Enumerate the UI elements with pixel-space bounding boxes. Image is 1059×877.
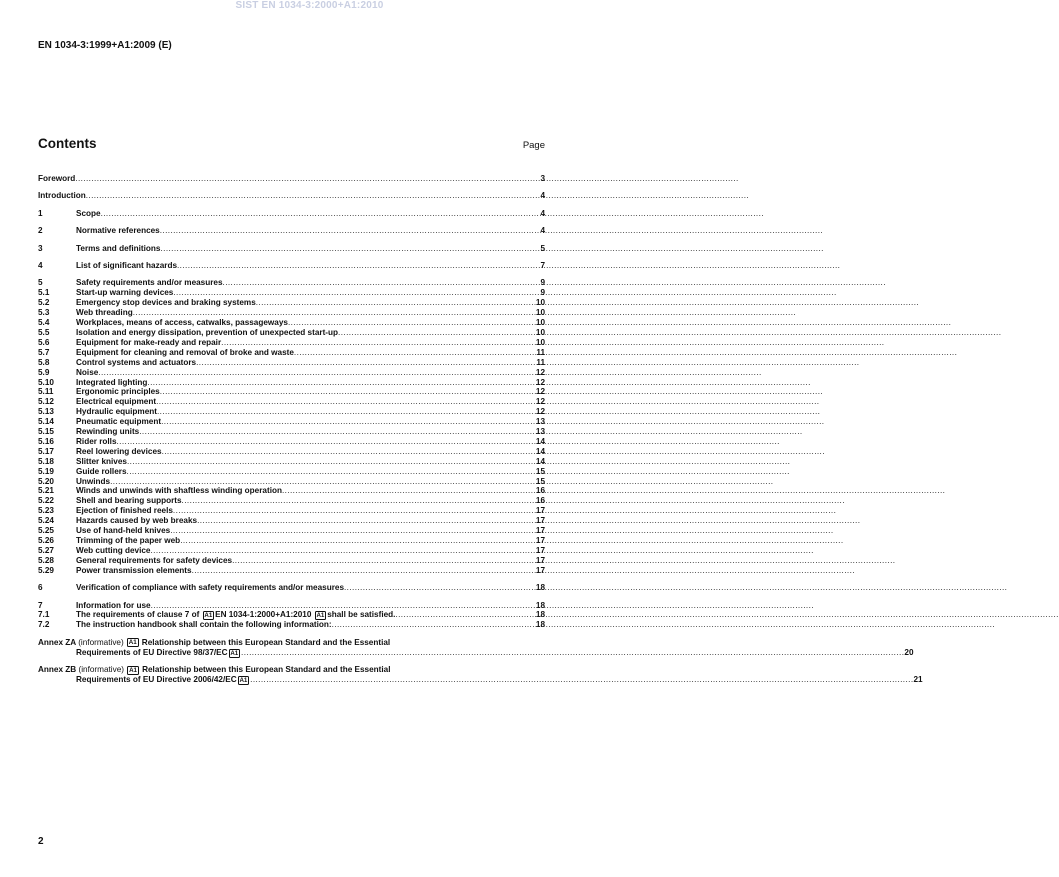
toc-entry-page: 14 [535,446,545,456]
toc-entry-number: 1 [38,208,43,218]
toc-entry-title: Pneumatic equipment [76,417,162,427]
contents-heading: Contents [38,136,97,151]
toc-entry-page: 12 [535,397,545,407]
toc-entry-page: 11 [536,347,545,357]
toc-entry-number: 5.23 [38,506,54,516]
toc-entry-number: 5.1 [38,288,50,298]
annex-type: (informative) [78,637,124,647]
toc-entry-page: 18 [535,600,545,610]
amendment-start-marker-icon: A1 [129,666,137,674]
leader-dots [182,496,535,506]
toc-entry-number: 5.5 [38,327,50,337]
leader-dots [173,506,535,516]
toc-entry-number: 6 [38,583,43,593]
leader-dots [162,447,535,457]
leader-dots [294,348,535,358]
leader-dots [86,191,540,201]
toc-entry-page: 12 [535,377,545,387]
toc-entry-title: General requirements for safety devices [76,555,233,565]
annex-title-continuation [38,647,914,658]
leader-dots [173,288,539,298]
toc-entry-number: 5.12 [38,397,54,407]
toc-entry-title: Rewinding units [76,427,140,437]
toc-entry-title: Introduction [38,191,86,201]
toc-entry-title: Use of hand-held knives [76,526,171,536]
toc-entry-5-3[interactable] [38,308,545,318]
toc-entry-title-part: The requirements of clause 7 of [76,610,200,620]
leader-dots [101,209,540,219]
toc-entry-title: Terms and definitions [76,243,161,253]
amendment-end-marker-icon: A1 [316,611,325,619]
toc-entry-title: Winds and unwinds with shaftless winding operation [76,486,282,496]
toc-entry-title: Electrical equipment [76,397,157,407]
toc-entry-number: 5.20 [38,476,54,486]
toc-entry-page: 10 [535,298,545,308]
toc-entry-page: 10 [535,308,545,318]
toc-entry-5-24[interactable] [38,516,545,526]
toc-entry-title: Hazards caused by web breaks [76,516,198,526]
toc-entry-title-part: EN 1034-1:2000+A1:2010 [215,610,312,620]
toc-entry-title: Normative references [76,226,160,236]
leader-dots [332,620,535,630]
toc-entry-5-13[interactable] [38,407,545,417]
toc-entry-page: 4 [540,191,545,201]
toc-entry-title: Web threading [76,308,133,318]
toc-entry-7-2[interactable] [38,620,545,630]
toc-entry-page: 17 [535,545,545,555]
leader-dots [156,397,535,407]
toc-entry-page: 14 [535,436,545,446]
toc-entry-page: 9 [540,288,545,298]
toc-entry-5[interactable] [38,278,545,288]
toc-entry-5-11[interactable] [38,387,545,397]
toc-entry-page: 5 [540,243,545,253]
leader-dots [288,318,535,328]
toc-entry-number: 5.11 [38,387,54,397]
toc-entry-number: 7.2 [38,620,50,630]
toc-entry-3[interactable] [38,244,545,254]
toc-entry-title: Equipment for cleaning and removal of broke and waste [76,347,294,357]
toc-entry-title: The instruction handbook shall contain the following information: [76,620,332,630]
toc-entry-page: 16 [535,496,545,506]
toc-entry-number: 5.2 [38,298,50,308]
leader-dots [160,226,540,236]
annex-label: Annex ZB [38,665,77,675]
page-number: 2 [38,836,44,847]
toc-entry-page: 17 [535,536,545,545]
toc-entry-number: 5 [38,278,43,288]
toc-entry-page: 12 [535,407,545,417]
toc-entry-5-14[interactable] [38,417,545,427]
toc-entry-5-25[interactable] [38,526,545,536]
toc-entry-4[interactable] [38,261,545,271]
toc-entry-number: 7.1 [38,610,50,620]
leader-dots [395,610,534,620]
toc-entry-5-15[interactable] [38,427,545,437]
leader-dots [180,536,535,546]
toc-entry-page: 15 [535,466,545,476]
toc-entry-number: 5.6 [38,337,50,347]
leader-dots [241,648,904,658]
leader-dots [161,417,535,427]
toc-entry-number: 5.19 [38,466,54,476]
toc-entry-title: Guide rollers [76,466,127,476]
toc-entry-5-20[interactable] [38,477,545,487]
toc-entry-7[interactable] [38,601,545,611]
toc-entry-title: List of significant hazards [76,261,177,271]
toc-entry-page: 11 [536,357,545,367]
leader-dots [197,516,535,526]
table-of-contents [38,174,923,685]
toc-entry-5-10[interactable] [38,378,545,388]
leader-dots [223,278,540,288]
leader-dots [75,174,539,184]
toc-entry-title: Power transmission elements [76,565,192,575]
toc-entry-title: Isolation and energy dissipation, prevention of unexpected start-up [76,327,339,337]
toc-entry-title: Foreword [38,174,76,183]
toc-entry-page: 15 [535,476,545,486]
toc-entry-page: 18 [535,583,545,593]
toc-entry-number: 5.27 [38,545,54,555]
toc-entry-page: 17 [535,555,545,565]
toc-entry-5-6[interactable] [38,338,545,348]
toc-entry-number: 5.28 [38,555,54,565]
toc-entry-5-9[interactable] [38,368,545,378]
toc-entry-5-27[interactable] [38,546,545,556]
toc-entry-5-28[interactable] [38,556,545,566]
leader-dots [170,526,535,536]
toc-entry-page: 14 [535,456,545,466]
toc-entry-page: 18 [535,610,545,620]
toc-entry-number: 7 [38,600,43,610]
toc-entry-number: 5.14 [38,417,54,427]
toc-entry-page: 21 [913,675,923,685]
toc-entry-5-7[interactable] [38,348,545,358]
toc-entry-number: 5.3 [38,308,50,318]
document-reference: EN 1034-3:1999+A1:2009 (E) [38,40,172,51]
toc-entry-title: Control systems and actuators [76,357,197,367]
toc-entry-page: 3 [540,174,545,183]
toc-entry-title [76,610,395,620]
toc-entry-number: 5.15 [38,427,54,437]
toc-entry-annex-zb[interactable] [38,665,923,685]
toc-entry-page: 10 [535,337,545,347]
toc-entry-5-8[interactable] [38,358,545,368]
toc-entry-title: Noise [76,367,99,377]
leader-dots [133,308,535,318]
toc-entry-page: 12 [535,367,545,377]
toc-entry-title: Equipment for make-ready and repair [76,337,222,347]
toc-entry-number: 5.21 [38,486,54,496]
watermark: SIST EN 1034-3:2000+A1:2010 [235,0,384,11]
toc-entry-number: 5.13 [38,407,54,417]
toc-entry-title: Scope [76,208,101,218]
toc-entry-title: Emergency stop devices and braking systems [76,298,256,308]
amendment-end-marker-icon: A1 [239,677,248,685]
toc-entry-title-part: shall be satisfied. [327,610,396,620]
amendment-start-marker-icon: A1 [128,639,137,647]
leader-dots [110,477,535,487]
leader-dots [117,437,535,447]
toc-entry-title: Information for use [76,600,151,610]
annex-title: Relationship between this European Standard and the Essential [142,665,391,675]
toc-entry-number: 5.22 [38,496,54,506]
toc-entry-5-17[interactable] [38,447,545,457]
annex-title: Relationship between this European Standard and the Essential [141,637,391,647]
toc-entry-6[interactable] [38,583,545,593]
toc-entry-5-16[interactable] [38,437,545,447]
annex-heading-line [38,665,545,675]
toc-entry-number: 5.29 [38,565,54,575]
annex-type: (informative) [78,665,124,675]
toc-entry-title: Unwinds [76,476,111,486]
toc-entry-title: Start-up warning devices [76,288,174,298]
toc-entry-7-1[interactable] [38,610,545,620]
toc-entry-page: 4 [540,208,545,218]
toc-entry-number: 2 [38,226,43,236]
toc-entry-title: Integrated lighting [76,377,148,387]
leader-dots [147,378,534,388]
toc-entry-number: 5.17 [38,446,54,456]
toc-entry-number: 5.18 [38,456,54,466]
toc-entry-page: 9 [540,278,545,288]
annex-title: Requirements of EU Directive 98/37/EC [76,647,228,657]
leader-dots [127,467,535,477]
toc-entry-page: 18 [535,620,545,630]
toc-entry-5-19[interactable] [38,467,545,477]
leader-dots [282,486,535,496]
annex-label: Annex ZA [38,637,76,647]
annex-title-continuation [38,675,923,685]
leader-dots [150,546,534,556]
toc-entry-title: Workplaces, means of access, catwalks, passageways [76,318,288,328]
toc-entry-title: Ejection of finished reels [76,506,173,516]
toc-entry-title: Verification of compliance with safety requirements and/or measures [76,583,344,593]
toc-entry-number: 5.7 [38,347,50,357]
leader-dots [250,675,913,685]
leader-dots [139,427,535,437]
toc-entry-title: Shell and bearing supports [76,496,182,506]
toc-entry-number: 5.4 [38,318,50,328]
toc-entry-2[interactable] [38,226,545,236]
toc-entry-5-22[interactable] [38,496,545,506]
leader-dots [98,368,535,378]
toc-entry-introduction[interactable] [38,191,545,201]
toc-entry-number: 5.26 [38,536,54,545]
toc-entry-page: 10 [535,318,545,328]
toc-entry-1[interactable] [38,209,545,219]
toc-entry-page: 13 [535,417,545,427]
leader-dots [256,298,535,308]
toc-entry-page: 17 [535,516,545,526]
toc-entry-5-4[interactable] [38,318,545,328]
toc-entry-title: Slitter knives [76,456,127,466]
leader-dots [192,566,535,576]
annex-title: Requirements of EU Directive 2006/42/EC [76,675,237,685]
leader-dots [127,457,535,467]
toc-entry-number: 5.10 [38,377,54,387]
toc-entry-page: 17 [535,526,545,536]
leader-dots [157,407,535,417]
toc-entry-5-21[interactable] [38,486,545,496]
toc-entry-page: 20 [904,647,914,657]
toc-entry-5-26[interactable] [38,536,545,546]
toc-entry-page: 10 [535,327,545,337]
toc-entry-5-12[interactable] [38,397,545,407]
toc-entry-number: 3 [38,243,43,253]
leader-dots [338,328,535,338]
toc-entry-title: Trimming of the paper web [76,536,181,545]
leader-dots [160,387,535,397]
leader-dots [177,261,539,271]
amendment-end-marker-icon: A1 [230,649,239,657]
amendment-start-marker-icon: A1 [204,611,213,619]
toc-entry-number: 5.25 [38,526,54,536]
leader-dots [160,244,539,254]
toc-entry-title: Rider rolls [76,436,117,446]
annex-heading-line [38,638,545,648]
toc-entry-number: 5.9 [38,367,50,377]
leader-dots [196,358,535,368]
toc-entry-5-5[interactable] [38,328,545,338]
toc-entry-title: Web cutting device [76,545,151,555]
toc-entry-page: 17 [535,565,545,575]
toc-entry-title: Reel lowering devices [76,446,162,456]
toc-entry-page: 12 [535,387,545,397]
toc-entry-number: 4 [38,261,43,271]
toc-entry-page: 17 [535,506,545,516]
toc-entry-number: 5.24 [38,516,54,526]
toc-entry-5-29[interactable] [38,566,545,576]
toc-entry-title: Ergonomic principles [76,387,160,397]
toc-entry-page: 7 [540,261,545,271]
toc-entry-5-18[interactable] [38,457,545,467]
leader-dots [344,583,535,593]
toc-entry-number: 5.16 [38,436,54,446]
leader-dots [151,601,535,611]
toc-entry-title: Hydraulic equipment [76,407,157,417]
leader-dots [232,556,535,566]
toc-entry-foreword[interactable] [38,174,545,184]
toc-entry-number: 5.8 [38,357,50,367]
leader-dots [221,338,535,348]
toc-entry-page: 4 [540,226,545,236]
toc-entry-title: Safety requirements and/or measures [76,278,223,288]
toc-entry-5-23[interactable] [38,506,545,516]
toc-entry-annex-za[interactable] [38,637,914,658]
toc-entry-5-2[interactable] [38,298,545,308]
toc-entry-page: 16 [535,486,545,496]
page-column-label: Page [522,140,545,151]
toc-entry-page: 13 [535,427,545,437]
toc-entry-5-1[interactable] [38,288,545,298]
